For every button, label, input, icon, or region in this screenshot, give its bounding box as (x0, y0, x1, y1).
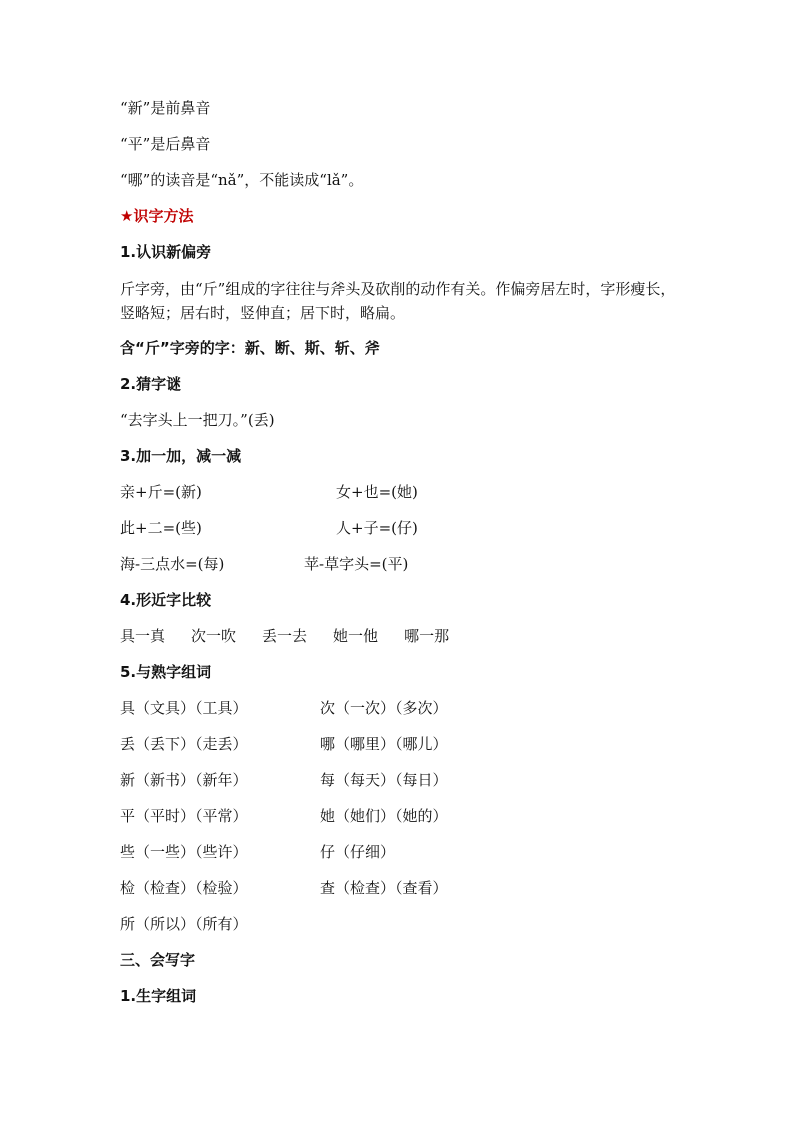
part-3-title: 三、会写字 (120, 951, 196, 969)
section-5-row (120, 733, 520, 755)
similar-pair: 她一他 (333, 627, 379, 645)
section-1-char-list: 含“斤”字旁的字：新、断、斯、斩、斧 (120, 339, 380, 357)
section-5-row (120, 769, 520, 791)
section-1-paragraph: 斤字旁，由“斤”组成的字往往与斧头及砍削的动作有关。作偏旁居左时，字形瘦长，竖略短；居右时，竖伸直；居下时，略扁。 (120, 280, 676, 322)
section-2-riddle: “去字头上一把刀。”(丢) (120, 411, 275, 429)
section-3-left: 此+二=(些) (120, 519, 202, 537)
section-1-title: 1.认识新偏旁 (120, 243, 212, 261)
section-3-title: 3.加一加，减一减 (120, 447, 242, 465)
similar-pair: 具一真 (120, 627, 166, 645)
word-group-left: 具（文具）（工具） (120, 699, 248, 717)
section-3-right: 苹-草字头=(平) (304, 555, 409, 573)
word-group-left: 些（一些）（些许） (120, 843, 248, 861)
star-icon: ★ (120, 207, 134, 225)
section-3-row (120, 481, 520, 503)
section-2-title: 2.猜字谜 (120, 375, 182, 393)
part-3-subtitle: 1.生字组词 (120, 987, 197, 1005)
section-5-row (120, 877, 520, 899)
word-group-right: 她（她们）（她的） (320, 807, 448, 825)
pronunciation-line-1: “新”是前鼻音 (120, 99, 211, 117)
section-3-row (120, 553, 520, 575)
word-group-right: 仔（仔细） (320, 843, 396, 861)
word-group-left: 新（新书）（新年） (120, 771, 248, 789)
method-heading-text: 识字方法 (133, 207, 194, 225)
word-group-left: 所（所以）（所有） (120, 915, 248, 933)
similar-pair: 次一吹 (191, 627, 237, 645)
section-5-title: 5.与熟字组词 (120, 663, 212, 681)
section-5-row (120, 697, 520, 719)
section-5-row (120, 805, 520, 827)
section-4-title: 4.形近字比较 (120, 591, 212, 609)
similar-pair: 哪一那 (404, 627, 450, 645)
word-group-right: 哪（哪里）（哪儿） (320, 735, 448, 753)
word-group-right: 每（每天）（每日） (320, 771, 448, 789)
method-heading (120, 205, 193, 227)
similar-pair: 丢一去 (262, 627, 308, 645)
pronunciation-line-3: “哪”的读音是“nǎ”，不能读成“lǎ”。 (120, 171, 364, 189)
section-3-left: 亲+斤=(新) (120, 483, 202, 501)
word-group-right: 查（检查）（查看） (320, 879, 448, 897)
section-4-pairs (120, 625, 475, 647)
section-5-row (120, 841, 520, 863)
section-3-right: 人+子=(仔) (336, 519, 418, 537)
word-group-left: 丢（丢下）（走丢） (120, 735, 248, 753)
section-5-row (120, 913, 520, 935)
section-3-left: 海-三点水=(每) (120, 555, 225, 573)
section-3-right: 女+也=(她) (336, 483, 418, 501)
pronunciation-line-2: “平”是后鼻音 (120, 135, 211, 153)
word-group-left: 检（检查）（检验） (120, 879, 248, 897)
word-group-right: 次（一次）（多次） (320, 699, 448, 717)
section-3-row (120, 517, 520, 539)
word-group-left: 平（平时）（平常） (120, 807, 248, 825)
